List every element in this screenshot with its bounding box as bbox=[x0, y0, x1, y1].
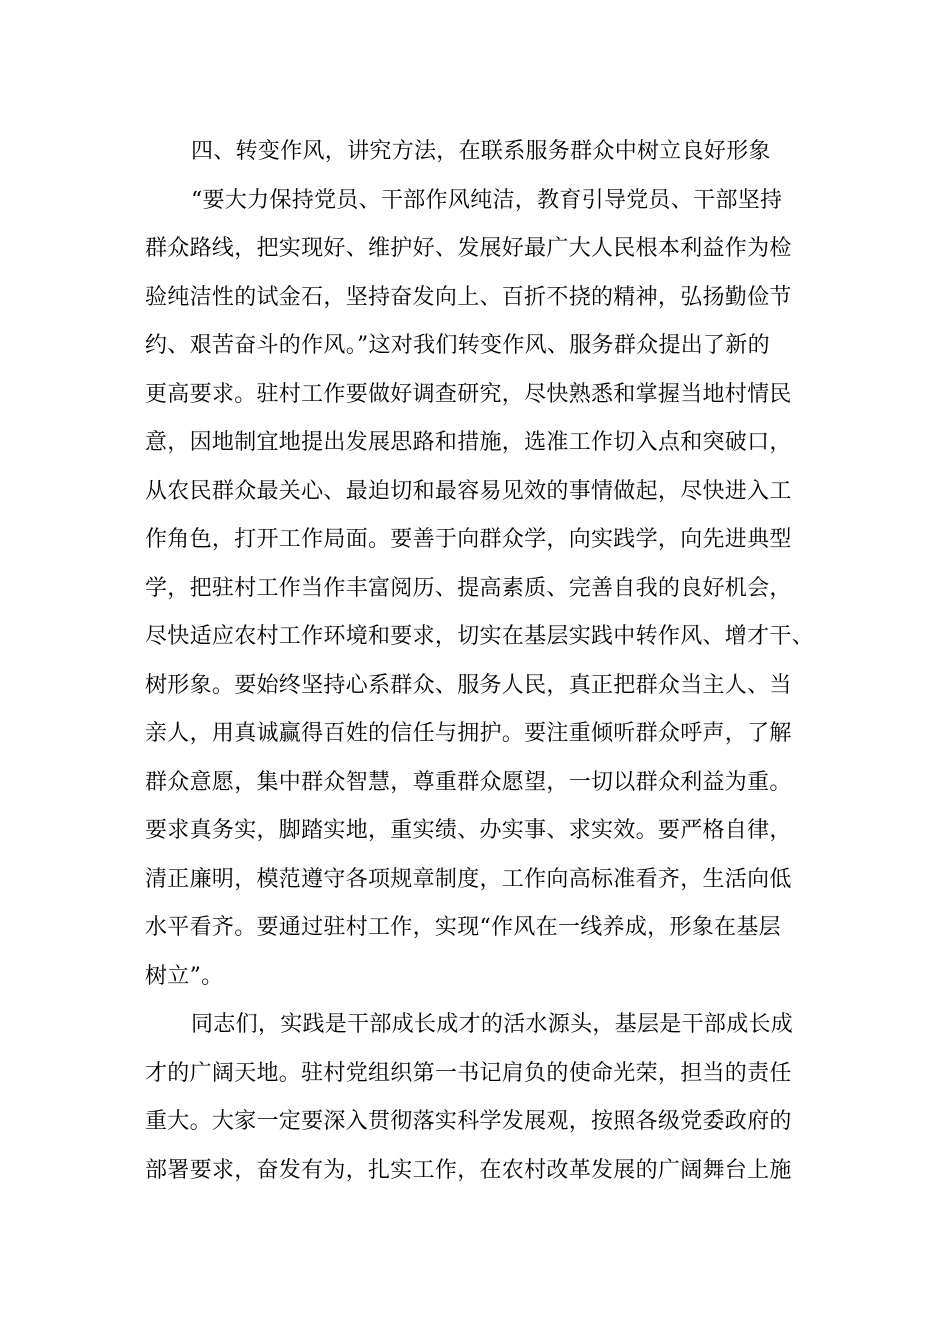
paragraph-line: 意，因地制宜地提出发展思路和措施，选准工作切入点和突破口， bbox=[145, 430, 792, 455]
paragraph-line: 部署要求，奋发有为，扎实工作，在农村改革发展的广阔舞台上施 bbox=[145, 1157, 792, 1183]
document-body bbox=[145, 128, 815, 1195]
paragraph-line: 要求真务实，脚踏实地，重实绩、办实事、求实效。要严格自律， bbox=[145, 818, 792, 843]
paragraph-line: 同志们，实践是干部成长成才的活水源头，基层是干部成长成 bbox=[191, 1012, 794, 1037]
paragraph-1 bbox=[145, 177, 815, 1002]
paragraph-line: 作角色，打开工作局面。要善于向群众学，向实践学，向先进典型 bbox=[145, 527, 792, 552]
paragraph-line: 更高要求。驻村工作要做好调查研究，尽快熟悉和掌握当地村情民 bbox=[145, 381, 792, 407]
paragraph-line: 清正廉明，模范遵守各项规章制度，工作向高标准看齐，生活向低 bbox=[145, 866, 792, 892]
paragraph-line: 群众路线，把实现好、维护好、发展好最广大人民根本利益作为检 bbox=[145, 236, 792, 261]
paragraph-line: 学，把驻村工作当作丰富阅历、提高素质、完善自我的良好机会， bbox=[145, 575, 792, 601]
paragraph-2 bbox=[145, 1001, 810, 1195]
paragraph-line: 才的广阔天地。驻村党组织第一书记肩负的使命光荣，担当的责任 bbox=[145, 1060, 792, 1086]
paragraph-line: “要大力保持党员、干部作风纯洁，教育引导党员、干部坚持 bbox=[191, 187, 783, 213]
paragraph-line: 亲人，用真诚赢得百姓的信任与拥护。要注重倾听群众呼声，了解 bbox=[145, 721, 792, 746]
paragraph-line: 验纯洁性的试金石，坚持奋发向上、百折不挠的精神，弘扬勤俭节 bbox=[145, 284, 792, 310]
paragraph-line: 重大。大家一定要深入贯彻落实科学发展观，按照各级党委政府的 bbox=[145, 1109, 792, 1134]
section-heading: 四、转变作风，讲究方法，在联系服务群众中树立良好形象 bbox=[191, 139, 771, 164]
paragraph-line: 树立”。 bbox=[145, 963, 224, 989]
paragraph-line: 从农民群众最关心、最迫切和最容易见效的事情做起，尽快进入工 bbox=[145, 478, 792, 504]
paragraph-line: 树形象。要始终坚持心系群众、服务人民，真正把群众当主人、当 bbox=[145, 672, 792, 698]
paragraph-line: 尽快适应农村工作环境和要求，切实在基层实践中转作风、增才干、 bbox=[145, 624, 815, 649]
paragraph-line: 群众意愿，集中群众智慧，尊重群众愿望，一切以群众利益为重。 bbox=[145, 769, 792, 795]
paragraph-line: 水平看齐。要通过驻村工作，实现“作风在一线养成，形象在基层 bbox=[145, 915, 781, 940]
paragraph-line: 约、艰苦奋斗的作风。”这对我们转变作风、服务群众提出了新的 bbox=[145, 333, 770, 358]
